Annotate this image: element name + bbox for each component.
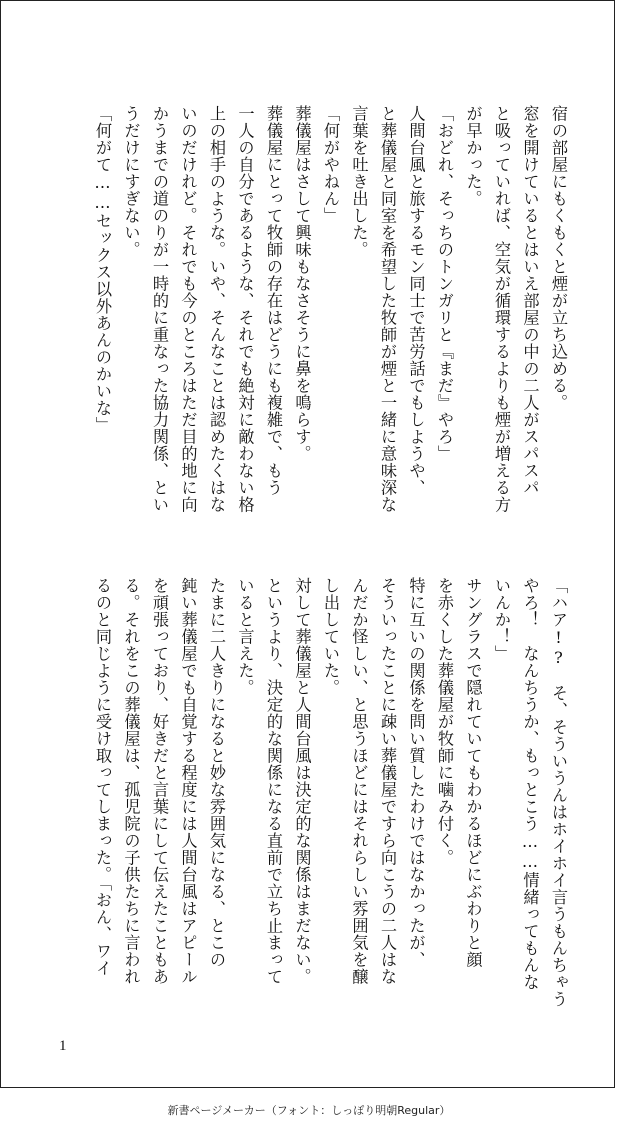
text-line: るのと同じように受け取ってしまった。「おん、ワイ — [93, 577, 112, 977]
text-line: 鈍い葬儀屋でも自覚する程度には人間台風はアピール — [178, 577, 198, 985]
text-line: 窓を開けているとはいえ部屋の中の二人がスパスパ — [520, 105, 540, 496]
text-line: 対して葬儀屋と人間台風は決定的な関係はまだない。 — [292, 577, 312, 985]
text-line: 「何がやねん」 — [321, 105, 340, 224]
text-line: サングラスで隠れていてもわかるほどにぶわりと顔 — [463, 577, 483, 968]
text-line: 葬儀屋はさして興味もなさそうに鼻を鳴らす。 — [292, 105, 312, 462]
text-line: うだけにすぎない。 — [121, 105, 141, 258]
text-line: たまに二人きりになると妙な雰囲気になる、とこの — [207, 577, 226, 968]
text-line: と吸っていれば、空気が循環するよりも煙が増える方 — [492, 105, 511, 513]
text-line: 「何がて……セックス以外あんのかいな」 — [93, 105, 112, 434]
text-line: る。それをこの葬儀屋は、孤児院の子供たちに言われ — [121, 577, 141, 985]
text-line: というより、決定的な関係になる直前で立ち止まって — [264, 577, 283, 985]
text-line: を赤くした葬儀屋が牧師に噛み付く。 — [435, 577, 454, 866]
text-line: 人間台風と旅するモン同士で苦労話でもしようや、 — [406, 105, 426, 496]
page-number: 1 — [59, 1038, 67, 1054]
text-line: を頑張っており、好きだと言葉にして伝えたこともあ — [150, 577, 169, 985]
text-line: 言葉を吐き出した。 — [349, 105, 369, 258]
text-line: かうまでの道のりが一時的に重なった協力関係、とい — [150, 105, 169, 513]
footer-credit: 新書ページメーカー（フォント：しっぽり明朝Regular） — [167, 1104, 451, 1117]
text-line: 「ハア!? そ、そういうんはホイホイ言うもんちゃう — [549, 577, 568, 1008]
text-line: 一人の自分であるような、それでも絶対に敵わない格 — [235, 105, 255, 513]
text-line: いると言えた。 — [235, 577, 255, 696]
text-line: が早かった。 — [463, 105, 483, 207]
text-line: そういったことに疎い葬儀屋ですら向こうの二人はな — [378, 577, 397, 985]
text-line: んだか怪しい、と思うほどにはそれらしい雰囲気を醸 — [349, 577, 369, 985]
text-line: やろ！ なんちうか、もっとこう……情緒ってもんな — [520, 577, 540, 991]
text-line: いのだけれど。それでも今のところはただ目的地に向 — [178, 105, 198, 513]
text-line: 特に互いの関係を問い質したわけではなかったが、 — [406, 577, 426, 968]
text-line: 宿の部屋にもくもくと煙が立ち込める。 — [549, 105, 568, 411]
upper-text-block — [67, 105, 572, 537]
text-line: いんか！」 — [492, 577, 511, 662]
text-line: 「おどれ、そっちのトンガリと『まだ』やろ」 — [435, 105, 454, 462]
text-line: 上の相手のような。いや、そんなことは認めたくはな — [207, 105, 226, 513]
text-line: と葬儀屋と同室を希望した牧師が煙と一緒に意味深な — [378, 105, 397, 513]
text-line: 葬儀屋にとって牧師の存在はどうにも複雑で、もう — [264, 105, 283, 496]
text-line: し出していた。 — [321, 577, 340, 696]
lower-text-block — [67, 577, 572, 1009]
